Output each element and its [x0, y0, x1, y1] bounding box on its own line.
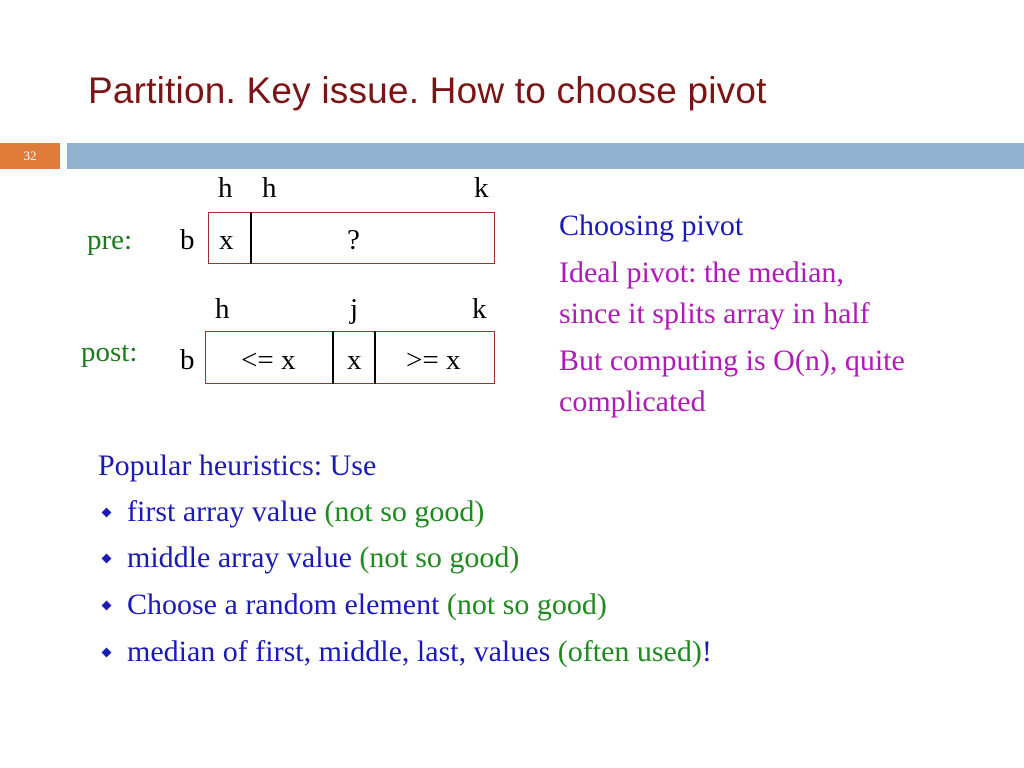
pre-h-label: h: [218, 172, 233, 204]
slide-title: Partition. Key issue. How to choose pivot: [88, 70, 767, 111]
post-ge-cell: >= x: [406, 344, 461, 376]
post-k-label: k: [472, 293, 487, 325]
notes-line-3: But computing is O(n), quite: [559, 344, 905, 377]
post-b-label: b: [180, 344, 195, 376]
list-item: middle array value (not so good): [127, 541, 520, 574]
pre-pivot-cell: x: [219, 224, 234, 256]
list-item: Choose a random element (not so good): [127, 588, 607, 621]
heuristics-heading: Popular heuristics: Use: [98, 449, 377, 482]
post-label: post:: [81, 336, 138, 368]
post-pivot-cell: x: [347, 344, 362, 376]
list-item: median of first, middle, last, values (often used)!: [127, 635, 712, 668]
pre-divider: [250, 212, 252, 264]
bullet-icon: [102, 648, 112, 658]
notes-line-2: since it splits array in half: [559, 297, 870, 330]
pre-h-label-2: h: [262, 172, 277, 204]
notes-heading: Choosing pivot: [559, 209, 744, 242]
notes-line-4: complicated: [559, 385, 706, 418]
post-le-cell: <= x: [241, 344, 296, 376]
slide-number: 32: [0, 143, 60, 169]
bullet-icon: [102, 601, 112, 611]
pre-label: pre:: [87, 224, 133, 256]
header-bar: [67, 143, 1024, 169]
list-item: first array value (not so good): [127, 495, 485, 528]
notes-line-1: Ideal pivot: the median,: [559, 256, 844, 289]
post-h-label: h: [215, 293, 230, 325]
post-divider-1: [332, 331, 334, 384]
bullet-icon: [102, 508, 112, 518]
pre-k-label: k: [474, 172, 489, 204]
pre-b-label: b: [180, 224, 195, 256]
pre-unknown-cell: ?: [347, 224, 360, 256]
post-divider-2: [374, 331, 376, 384]
post-j-label: j: [350, 293, 359, 325]
bullet-icon: [102, 554, 112, 564]
